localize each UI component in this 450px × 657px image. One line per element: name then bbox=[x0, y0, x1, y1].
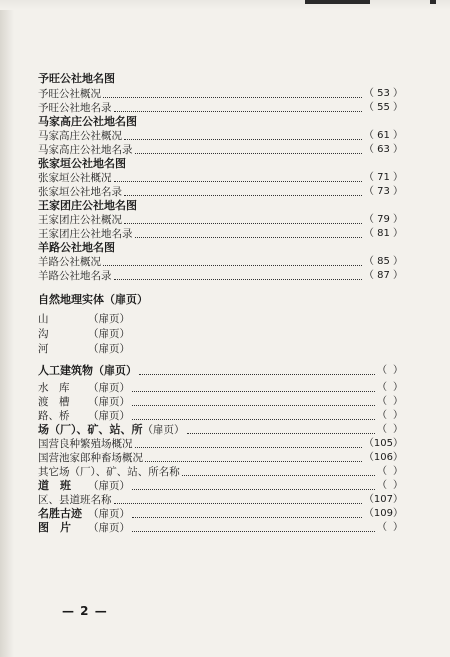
dot-leader bbox=[135, 446, 362, 448]
top-print-mark bbox=[430, 0, 436, 4]
natural-item[interactable] bbox=[38, 342, 403, 356]
dot-leader bbox=[139, 373, 375, 375]
toc-entry[interactable] bbox=[38, 409, 403, 423]
item-name: 水 库 bbox=[38, 382, 70, 394]
map-title-line bbox=[38, 199, 403, 213]
map-title: 予旺公社地名图 bbox=[38, 72, 115, 85]
section-heading: 人工建筑物（扉页） bbox=[38, 364, 137, 377]
toc-entry-label: 羊路公社地名录 bbox=[38, 270, 112, 282]
item-note: （扉页） bbox=[88, 508, 130, 520]
item-name: 国营池家郎种畜场概况 bbox=[38, 452, 143, 464]
toc-entry-page: （109） bbox=[363, 508, 403, 519]
toc-entry-page: （ ） bbox=[377, 424, 403, 435]
natural-item[interactable] bbox=[38, 312, 403, 326]
map-title: 羊路公社地名图 bbox=[38, 241, 115, 254]
toc-entry-page: （ 73 ） bbox=[363, 186, 403, 197]
toc-entry-page: （ ） bbox=[377, 522, 403, 533]
toc-entry-page: （105） bbox=[363, 438, 403, 449]
scan-edge-shadow bbox=[0, 0, 14, 657]
item-name: 路、桥 bbox=[38, 410, 70, 422]
toc-entry-page: （ ） bbox=[377, 382, 403, 393]
toc-entry-label: 予旺公社地名录 bbox=[38, 102, 112, 114]
item-name: 区、县道班名称 bbox=[38, 494, 112, 506]
toc-entry-label: 张家垣公社地名录 bbox=[38, 186, 122, 198]
item-note: （扉页） bbox=[88, 328, 130, 340]
toc-entry[interactable] bbox=[38, 521, 403, 535]
item-note: （扉页） bbox=[88, 313, 130, 325]
map-title-line bbox=[38, 115, 403, 129]
toc-entry[interactable] bbox=[38, 269, 403, 283]
toc-entry[interactable] bbox=[38, 143, 403, 157]
item-name: 道 班 bbox=[38, 479, 71, 492]
item-name: 国营良种繁殖场概况 bbox=[38, 438, 133, 450]
toc-entry-page: （ 53 ） bbox=[363, 88, 403, 99]
toc-entry-page: （ ） bbox=[377, 410, 403, 421]
toc-entry-page: （ 85 ） bbox=[363, 256, 403, 267]
dot-leader bbox=[124, 194, 362, 196]
toc-entry[interactable] bbox=[38, 255, 403, 269]
item-name: 图 片 bbox=[38, 521, 71, 534]
dot-leader bbox=[103, 264, 362, 266]
map-title-line bbox=[38, 241, 403, 255]
toc-entry[interactable] bbox=[38, 479, 403, 493]
item-name: 沟 bbox=[38, 328, 49, 340]
toc-entry-page: （107） bbox=[363, 494, 403, 505]
dot-leader bbox=[132, 516, 362, 518]
section-heading-artificial[interactable] bbox=[38, 364, 403, 378]
toc-entry[interactable] bbox=[38, 507, 403, 521]
toc-entry-label: 张家垣公社概况 bbox=[38, 172, 112, 184]
item-note: （扉页） bbox=[142, 424, 185, 436]
toc-entry-page: （ ） bbox=[377, 365, 403, 376]
map-title: 张家垣公社地名图 bbox=[38, 157, 126, 170]
section-heading: 自然地理实体（扉页） bbox=[38, 293, 148, 306]
toc-entry-page: （ 87 ） bbox=[363, 270, 403, 281]
toc-entry[interactable] bbox=[38, 171, 403, 185]
item-note: （扉页） bbox=[88, 396, 130, 408]
item-name: 名胜古迹 bbox=[38, 507, 82, 520]
toc-entry-page: （ ） bbox=[377, 466, 403, 477]
dot-leader bbox=[135, 152, 362, 154]
dot-leader bbox=[187, 432, 376, 434]
toc-entry[interactable] bbox=[38, 87, 403, 101]
item-note: （扉页） bbox=[88, 522, 130, 534]
toc-entry-page: （ 79 ） bbox=[363, 214, 403, 225]
toc-entry-page: （ ） bbox=[377, 396, 403, 407]
toc-entry-page: （ 61 ） bbox=[363, 130, 403, 141]
toc-entry[interactable] bbox=[38, 465, 403, 479]
dot-leader bbox=[145, 460, 362, 462]
dot-leader bbox=[132, 488, 375, 490]
map-title-line bbox=[38, 72, 403, 86]
top-strip bbox=[0, 0, 450, 10]
map-title: 王家团庄公社地名图 bbox=[38, 199, 137, 212]
dot-leader bbox=[132, 404, 375, 406]
toc-entry[interactable] bbox=[38, 493, 403, 507]
toc-entry-page: （ 55 ） bbox=[363, 102, 403, 113]
toc-entry-label: 予旺公社概况 bbox=[38, 88, 101, 100]
dot-leader bbox=[132, 418, 375, 420]
dot-leader bbox=[132, 390, 375, 392]
page-number: — 2 — bbox=[62, 604, 108, 618]
toc-entry[interactable] bbox=[38, 213, 403, 227]
natural-item[interactable] bbox=[38, 327, 403, 341]
top-print-mark bbox=[305, 0, 370, 4]
dot-leader bbox=[103, 96, 362, 98]
toc-entry-page: （ 81 ） bbox=[363, 228, 403, 239]
dot-leader bbox=[114, 110, 362, 112]
item-name: 场（厂）、矿、站、所 bbox=[38, 423, 143, 436]
toc-entry[interactable] bbox=[38, 437, 403, 451]
dot-leader bbox=[124, 138, 362, 140]
toc-entry-label: 王家团庄公社地名录 bbox=[38, 228, 133, 240]
dot-leader bbox=[135, 236, 362, 238]
item-name: 其它场（厂）、矿、站、所名称 bbox=[38, 466, 180, 478]
dot-leader bbox=[124, 222, 362, 224]
toc-entry-page: （106） bbox=[363, 452, 403, 463]
section-heading-natural bbox=[38, 293, 403, 307]
toc-entry-page: （ 63 ） bbox=[363, 144, 403, 155]
toc-entry-label: 王家团庄公社概况 bbox=[38, 214, 122, 226]
toc-entry[interactable] bbox=[38, 451, 403, 465]
toc-entry[interactable] bbox=[38, 101, 403, 115]
toc-entry[interactable] bbox=[38, 423, 403, 437]
dot-leader bbox=[114, 180, 362, 182]
toc-entry-page: （ ） bbox=[377, 480, 403, 491]
dot-leader bbox=[114, 502, 362, 504]
toc-entry[interactable] bbox=[38, 129, 403, 143]
item-note: （扉页） bbox=[88, 382, 130, 394]
map-title-line bbox=[38, 157, 403, 171]
dot-leader bbox=[114, 278, 362, 280]
toc-entry[interactable] bbox=[38, 395, 403, 409]
toc-entry-page: （ 71 ） bbox=[363, 172, 403, 183]
item-name: 渡 槽 bbox=[38, 396, 70, 408]
item-name: 山 bbox=[38, 313, 49, 325]
item-name: 河 bbox=[38, 343, 49, 355]
item-note: （扉页） bbox=[88, 410, 130, 422]
dot-leader bbox=[182, 474, 375, 476]
toc-entry[interactable] bbox=[38, 185, 403, 199]
item-note: （扉页） bbox=[88, 343, 130, 355]
toc-entry[interactable] bbox=[38, 381, 403, 395]
toc-entry-label: 羊路公社概况 bbox=[38, 256, 101, 268]
toc-entry-label: 马家高庄公社地名录 bbox=[38, 144, 133, 156]
toc-entry[interactable] bbox=[38, 227, 403, 241]
map-title: 马家高庄公社地名图 bbox=[38, 115, 137, 128]
toc-entry-label: 马家高庄公社概况 bbox=[38, 130, 122, 142]
dot-leader bbox=[132, 530, 375, 532]
item-note: （扉页） bbox=[88, 480, 130, 492]
